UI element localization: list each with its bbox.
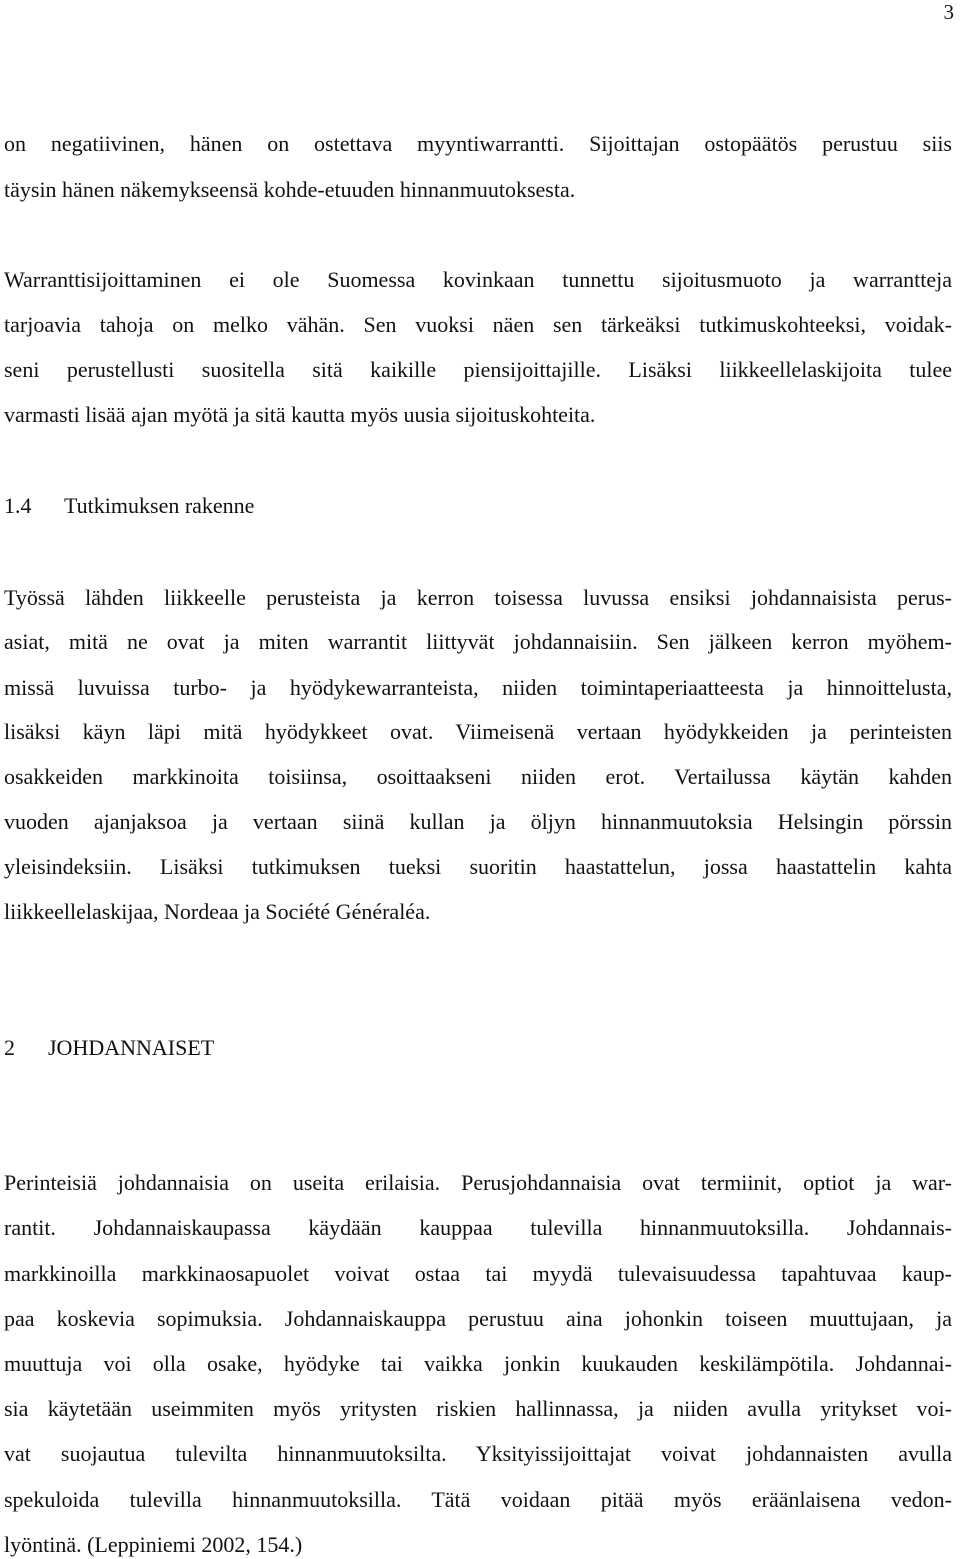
paragraph-3-line-3: missä luvuissa turbo- ja hyödykewarranteista, niiden toimintaperiaatteesta ja hinnoittelusta,: [4, 675, 952, 700]
paragraph-3-line-6: vuoden ajanjaksoa ja vertaan siinä kullan ja öljyn hinnanmuutoksia Helsingin pörssin: [4, 809, 952, 834]
section-title: Tutkimuksen rakenne: [64, 493, 255, 518]
paragraph-2-line-2: tarjoavia tahoja on melko vähän. Sen vuoksi näen sen tärkeäksi tutkimuskohteeksi, voidak-: [4, 312, 952, 337]
paragraph-4-line-3: markkinoilla markkinaosapuolet voivat ostaa tai myydä tulevaisuudessa tapahtuvaa kaup-: [4, 1261, 952, 1286]
paragraph-4-line-9: lyöntinä. (Leppiniemi 2002, 154.): [4, 1532, 303, 1557]
chapter-heading-2: [4, 1036, 214, 1060]
section-number: 1.4: [4, 493, 32, 518]
paragraph-2-line-4: varmasti lisää ajan myötä ja sitä kautta myös uusia sijoituskohteita.: [4, 402, 596, 427]
paragraph-3-line-7: yleisindeksiin. Lisäksi tutkimuksen tueksi suoritin haastattelun, jossa haastattelin kahta: [4, 854, 952, 879]
paragraph-1-line-2: täysin hänen näkemykseensä kohde-etuuden hinnanmuutoksesta.: [4, 177, 576, 202]
paragraph-3-line-8: liikkeellelaskijaa, Nordeaa ja Société Généraléa.: [4, 899, 431, 924]
chapter-title: JOHDANNAISET: [48, 1035, 215, 1060]
paragraph-4-line-7: vat suojautua tulevilta hinnanmuutoksilta. Yksityissijoittajat voivat johdannaisten avulla: [4, 1441, 952, 1466]
paragraph-3-line-4: lisäksi käyn läpi mitä hyödykkeet ovat. Viimeisenä vertaan hyödykkeiden ja perinteisten: [4, 719, 952, 744]
paragraph-4-line-6: sia käytetään useimmiten myös yritysten riskien hallinnassa, ja niiden avulla yritykset voi-: [4, 1396, 952, 1421]
paragraph-4-line-1: Perinteisiä johdannaisia on useita erilaisia. Perusjohdannaisia ovat termiinit, optiot ja war-: [4, 1170, 952, 1195]
page-number: 3: [943, 0, 954, 24]
paragraph-3-line-1: Työssä lähden liikkeelle perusteista ja kerron toisessa luvussa ensiksi johdannaisista perus-: [4, 585, 952, 610]
paragraph-3-line-2: asiat, mitä ne ovat ja miten warrantit liittyvät johdannaisiin. Sen jälkeen kerron myöhem-: [4, 629, 952, 654]
paragraph-4-line-2: rantit. Johdannaiskaupassa käydään kauppaa tulevilla hinnanmuutoksilla. Johdannais-: [4, 1215, 952, 1240]
paragraph-2-line-3: seni perustellusti suositella sitä kaikille piensijoittajille. Lisäksi liikkeellelaskijoita tulee: [4, 357, 952, 382]
paragraph-2-line-1: Warranttisijoittaminen ei ole Suomessa kovinkaan tunnettu sijoitusmuoto ja warrantteja: [4, 267, 952, 292]
paragraph-1-line-1: on negatiivinen, hänen on ostettava myyntiwarrantti. Sijoittajan ostopäätös perustuu siis: [4, 131, 952, 156]
paragraph-4-line-8: spekuloida tulevilla hinnanmuutoksilla. Tätä voidaan pitää myös eräänlaisena vedon-: [4, 1487, 952, 1512]
chapter-number: 2: [4, 1035, 15, 1060]
paragraph-4-line-4: paa koskevia sopimuksia. Johdannaiskauppa perustuu aina johonkin toiseen muuttujaan, ja: [4, 1306, 952, 1331]
section-heading-1-4: [4, 494, 254, 518]
paragraph-3-line-5: osakkeiden markkinoita toisiinsa, osoittaakseni niiden erot. Vertailussa käytän kahden: [4, 764, 952, 789]
paragraph-4-line-5: muuttuja voi olla osake, hyödyke tai vaikka jonkin kuukauden keskilämpötila. Johdannai-: [4, 1351, 952, 1376]
